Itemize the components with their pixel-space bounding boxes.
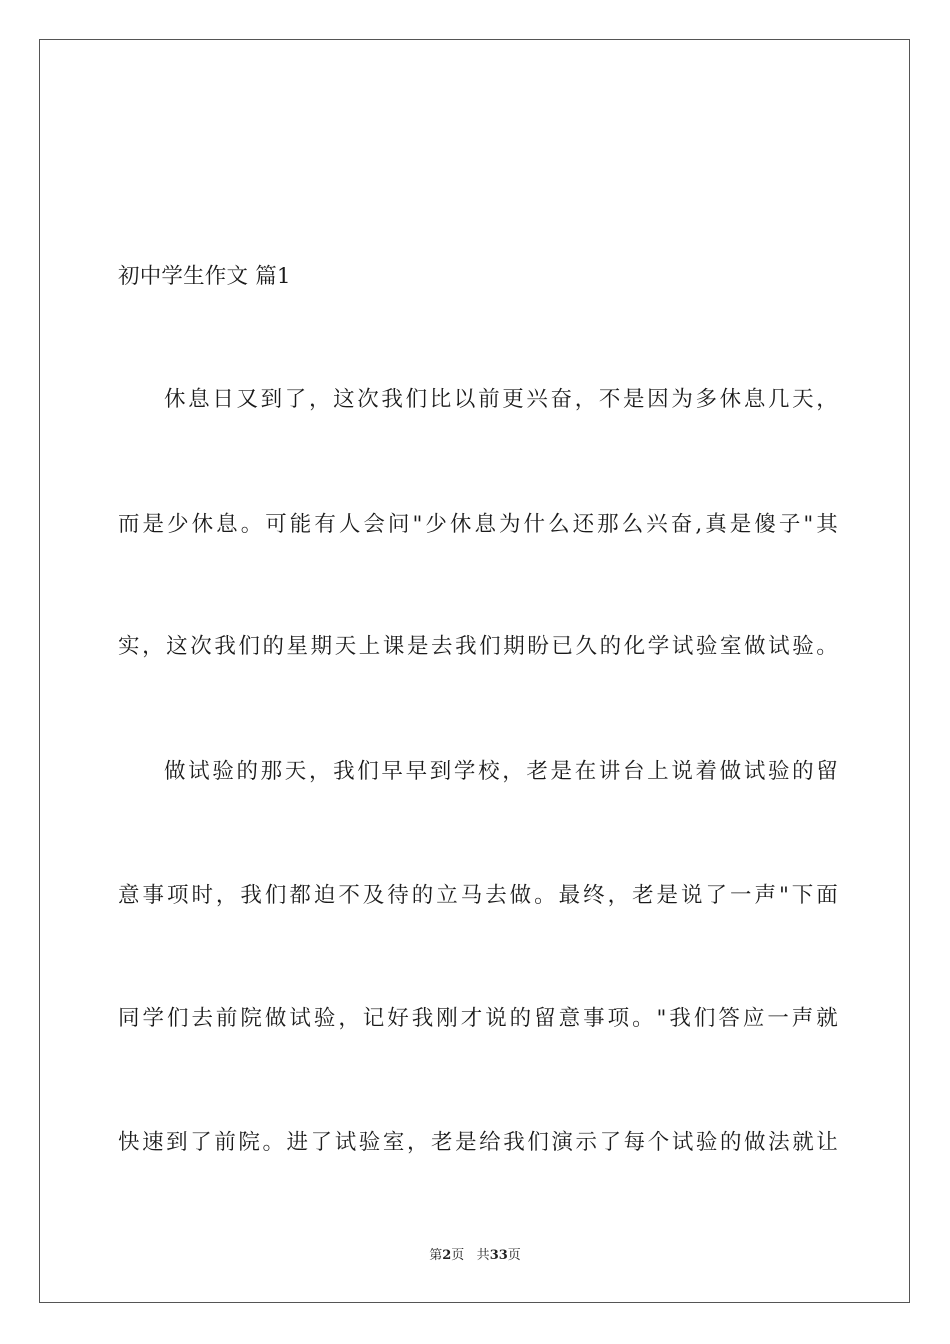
paragraph-line: 实，这次我们的星期天上课是去我们期盼已久的化学试验室做试验。 (118, 634, 838, 659)
paragraph-line: 同学们去前院做试验，记好我刚才说的留意事项。"我们答应一声就 (118, 1006, 838, 1031)
paragraph-line: 做试验的那天，我们早早到学校，老是在讲台上说着做试验的留 (164, 759, 838, 784)
page-border (39, 39, 910, 1303)
page-total: 共33页 (476, 1248, 521, 1263)
paragraph-line: 快速到了前院。进了试验室，老是给我们演示了每个试验的做法就让 (118, 1130, 838, 1155)
paragraph-line: 意事项时，我们都迫不及待的立马去做。最终，老是说了一声"下面 (118, 883, 838, 908)
page-footer (0, 1247, 950, 1265)
paragraph-line: 而是少休息。可能有人会问"少休息为什么还那么兴奋,真是傻子"其 (118, 512, 838, 537)
essay-title: 初中学生作文 篇1 (118, 264, 291, 289)
paragraph-line: 休息日又到了，这次我们比以前更兴奋，不是因为多休息几天， (164, 387, 838, 412)
page-number: 第2页 (429, 1248, 465, 1263)
